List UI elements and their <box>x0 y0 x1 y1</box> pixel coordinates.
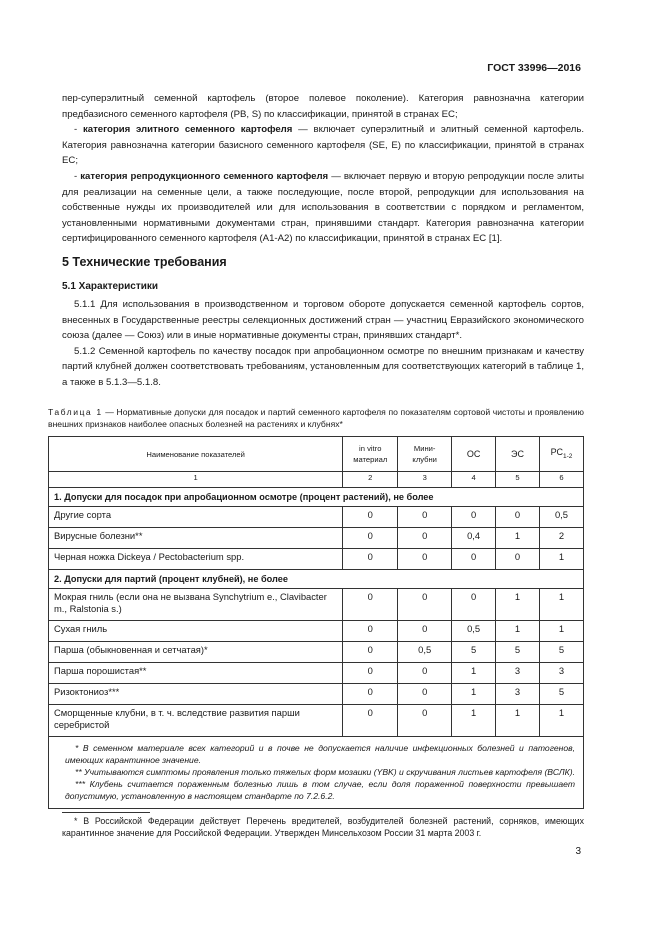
table-caption-label: Таблица 1 <box>48 407 103 417</box>
section-5-title: 5 Технические требования <box>62 255 227 269</box>
cell-value: 3 <box>496 663 540 684</box>
table-row <box>49 642 584 663</box>
table-header-row <box>49 437 584 472</box>
intro-paragraph-2-rest: — включает суперэлитный и элитный семенной картофель. Категория равнозначна категории базисного семенного картофеля (SE, E) по классификации, принятой в странах ЕС; <box>62 124 584 167</box>
header-invitro: in vitro материал <box>343 437 398 472</box>
cell-value: 0 <box>496 507 540 528</box>
section-5-text <box>62 297 584 391</box>
dash: - <box>74 170 81 182</box>
row-name: Мокрая гниль (если она не вызвана Synchytrium e., Clavibacter m., Ralstonia s.) <box>49 589 343 621</box>
table-caption <box>48 406 584 430</box>
col-number: 2 <box>343 472 398 488</box>
column-number-row <box>49 472 584 488</box>
footnote-divider <box>62 812 150 813</box>
header-rs-label: РС <box>550 446 563 457</box>
cell-value: 0 <box>398 663 452 684</box>
table-note-2: ** Учитываются симптомы проявления только тяжелых форм мозаики (YBK) и скручивания листьев картофеля (ВСЛК). <box>75 767 575 777</box>
row-name: Парша порошистая** <box>49 663 343 684</box>
intro-text <box>62 91 584 247</box>
table-row <box>49 589 584 621</box>
row-name: Другие сорта <box>49 507 343 528</box>
table-row <box>49 684 584 705</box>
table-row <box>49 549 584 570</box>
cell-value: 0 <box>398 684 452 705</box>
col-number: 4 <box>452 472 496 488</box>
cell-value: 0 <box>398 549 452 570</box>
cell-value: 0 <box>452 589 496 621</box>
table-row <box>49 507 584 528</box>
paragraph-5-1-2: 5.1.2 Семенной картофель по качеству посадок при апробационном осмотре по внешним признакам и качеству партий клубней должен соответствовать требованиям, установленным для соответствующих категорий в таблице 1, а также в 5.1.3—5.1.8. <box>62 345 584 388</box>
cell-value: 0 <box>398 589 452 621</box>
cell-value: 2 <box>540 528 584 549</box>
intro-paragraph-1: пер-суперэлитный семенной картофель (второе полевое поколение). Категория равнозначна категории предбазисного семенного картофеля (PB, S) по классификации, принятой в странах ЕС; <box>62 93 584 120</box>
cell-value: 0 <box>496 549 540 570</box>
col-number: 1 <box>49 472 343 488</box>
cell-value: 1 <box>452 705 496 737</box>
cell-value: 0,5 <box>540 507 584 528</box>
intro-paragraph-3-rest: — включает первую и вторую репродукции после элиты для реализации на семенные цели, а также последующие, после второй, репродукции для использования на собственные нужды их производителей или для использования в соответствии с порядком и регламентом, установленными нормативными документами стран, принявшими стандарт. Категория равнозначна категории сертифицированного семенного картофеля (А1-А2) по классификации, принятой в странах ЕС [1]. <box>62 170 584 245</box>
table-caption-text: — Нормативные допуски для посадок и партий семенного картофеля по показателям сортовой чистоты и проявлению внешних признаков наиболее опасных болезней на растениях и клубнях* <box>48 407 584 429</box>
table-row <box>49 663 584 684</box>
cell-value: 0 <box>398 621 452 642</box>
section-2-title: 2. Допуски для партий (процент клубней), не более <box>49 570 584 589</box>
header-mini: Мини-клубни <box>398 437 452 472</box>
col-number: 6 <box>540 472 584 488</box>
cell-value: 5 <box>540 642 584 663</box>
cell-value: 0,5 <box>452 621 496 642</box>
page-number: 3 <box>575 846 581 857</box>
table-row <box>49 621 584 642</box>
cell-value: 0 <box>343 684 398 705</box>
dash: - <box>74 124 83 136</box>
cell-value: 1 <box>540 589 584 621</box>
cell-value: 1 <box>540 549 584 570</box>
cell-value: 0 <box>343 507 398 528</box>
table-notes <box>49 737 584 809</box>
cell-value: 5 <box>452 642 496 663</box>
section-1-title: 1. Допуски для посадок при апробационном осмотре (процент растений), не более <box>49 488 584 507</box>
cell-value: 0 <box>343 549 398 570</box>
cell-value: 0 <box>398 528 452 549</box>
col-number: 3 <box>398 472 452 488</box>
cell-value: 0 <box>398 507 452 528</box>
table-notes-row <box>49 737 584 809</box>
footnote: * В Российской Федерации действует Перечень вредителей, возбудителей болезней растений, сорняков, имеющих карантинное значение для Российской Федерации. Утвержден Минсельхозом России 31 марта 2003 г. <box>62 816 584 839</box>
cell-value: 5 <box>540 684 584 705</box>
cell-value: 0,4 <box>452 528 496 549</box>
table-note-3: *** Клубень считается пораженным болезнью лишь в том случае, если доля пораженной поверхности превышает допустимую, установленную в настоящем стандарте по 7.2.6.2. <box>65 779 575 801</box>
cell-value: 0 <box>343 528 398 549</box>
intro-paragraph-2 <box>62 122 584 169</box>
section-2-row <box>49 570 584 589</box>
cell-value: 3 <box>540 663 584 684</box>
header-rs-sub: 1-2 <box>563 452 573 460</box>
cell-value: 0 <box>343 589 398 621</box>
tolerance-table <box>48 436 584 809</box>
table-row <box>49 528 584 549</box>
term-reproduction: категория репродукционного семенного картофеля <box>80 170 329 182</box>
cell-value: 0 <box>343 642 398 663</box>
cell-value: 0 <box>452 507 496 528</box>
header-rs <box>540 437 584 472</box>
table-note-1: * В семенном материале всех категорий и в почве не допускается наличие инфекционных болезней и патогенов, имеющих карантинное значение. <box>65 743 575 765</box>
cell-value: 5 <box>496 642 540 663</box>
cell-value: 1 <box>496 589 540 621</box>
header-name: Наименование показателей <box>49 437 343 472</box>
term-elite: категория элитного семенного картофеля <box>82 124 293 136</box>
document-code: ГОСТ 33996—2016 <box>487 62 581 74</box>
cell-value: 1 <box>540 621 584 642</box>
row-name: Черная ножка Dickeya / Pectobacterium spp. <box>49 549 343 570</box>
cell-value: 0 <box>343 663 398 684</box>
cell-value: 0 <box>343 621 398 642</box>
table-row <box>49 705 584 737</box>
header-es: ЭС <box>496 437 540 472</box>
row-name: Сморщенные клубни, в т. ч. вследствие развития парши серебристой <box>49 705 343 737</box>
intro-paragraph-3 <box>62 169 584 247</box>
row-name: Вирусные болезни** <box>49 528 343 549</box>
cell-value: 0 <box>343 705 398 737</box>
cell-value: 1 <box>496 528 540 549</box>
header-os: ОС <box>452 437 496 472</box>
row-name: Парша (обыкновенная и сетчатая)* <box>49 642 343 663</box>
cell-value: 0 <box>398 705 452 737</box>
cell-value: 0,5 <box>398 642 452 663</box>
cell-value: 1 <box>496 621 540 642</box>
cell-value: 0 <box>452 549 496 570</box>
section-1-row <box>49 488 584 507</box>
col-number: 5 <box>496 472 540 488</box>
paragraph-5-1-1: 5.1.1 Для использования в производственном и торговом обороте допускается семенной картофель сортов, внесенных в Государственные реестры селекционных достижений стран — участниц Евразийского экономического союза (далее — Союз) или в иные нормативные документы стран, принявших стандарт*. <box>62 299 584 342</box>
row-name: Ризоктониоз*** <box>49 684 343 705</box>
row-name: Сухая гниль <box>49 621 343 642</box>
cell-value: 1 <box>540 705 584 737</box>
cell-value: 1 <box>452 663 496 684</box>
subsection-5-1-title: 5.1 Характеристики <box>62 281 159 292</box>
cell-value: 3 <box>496 684 540 705</box>
cell-value: 1 <box>496 705 540 737</box>
cell-value: 1 <box>452 684 496 705</box>
